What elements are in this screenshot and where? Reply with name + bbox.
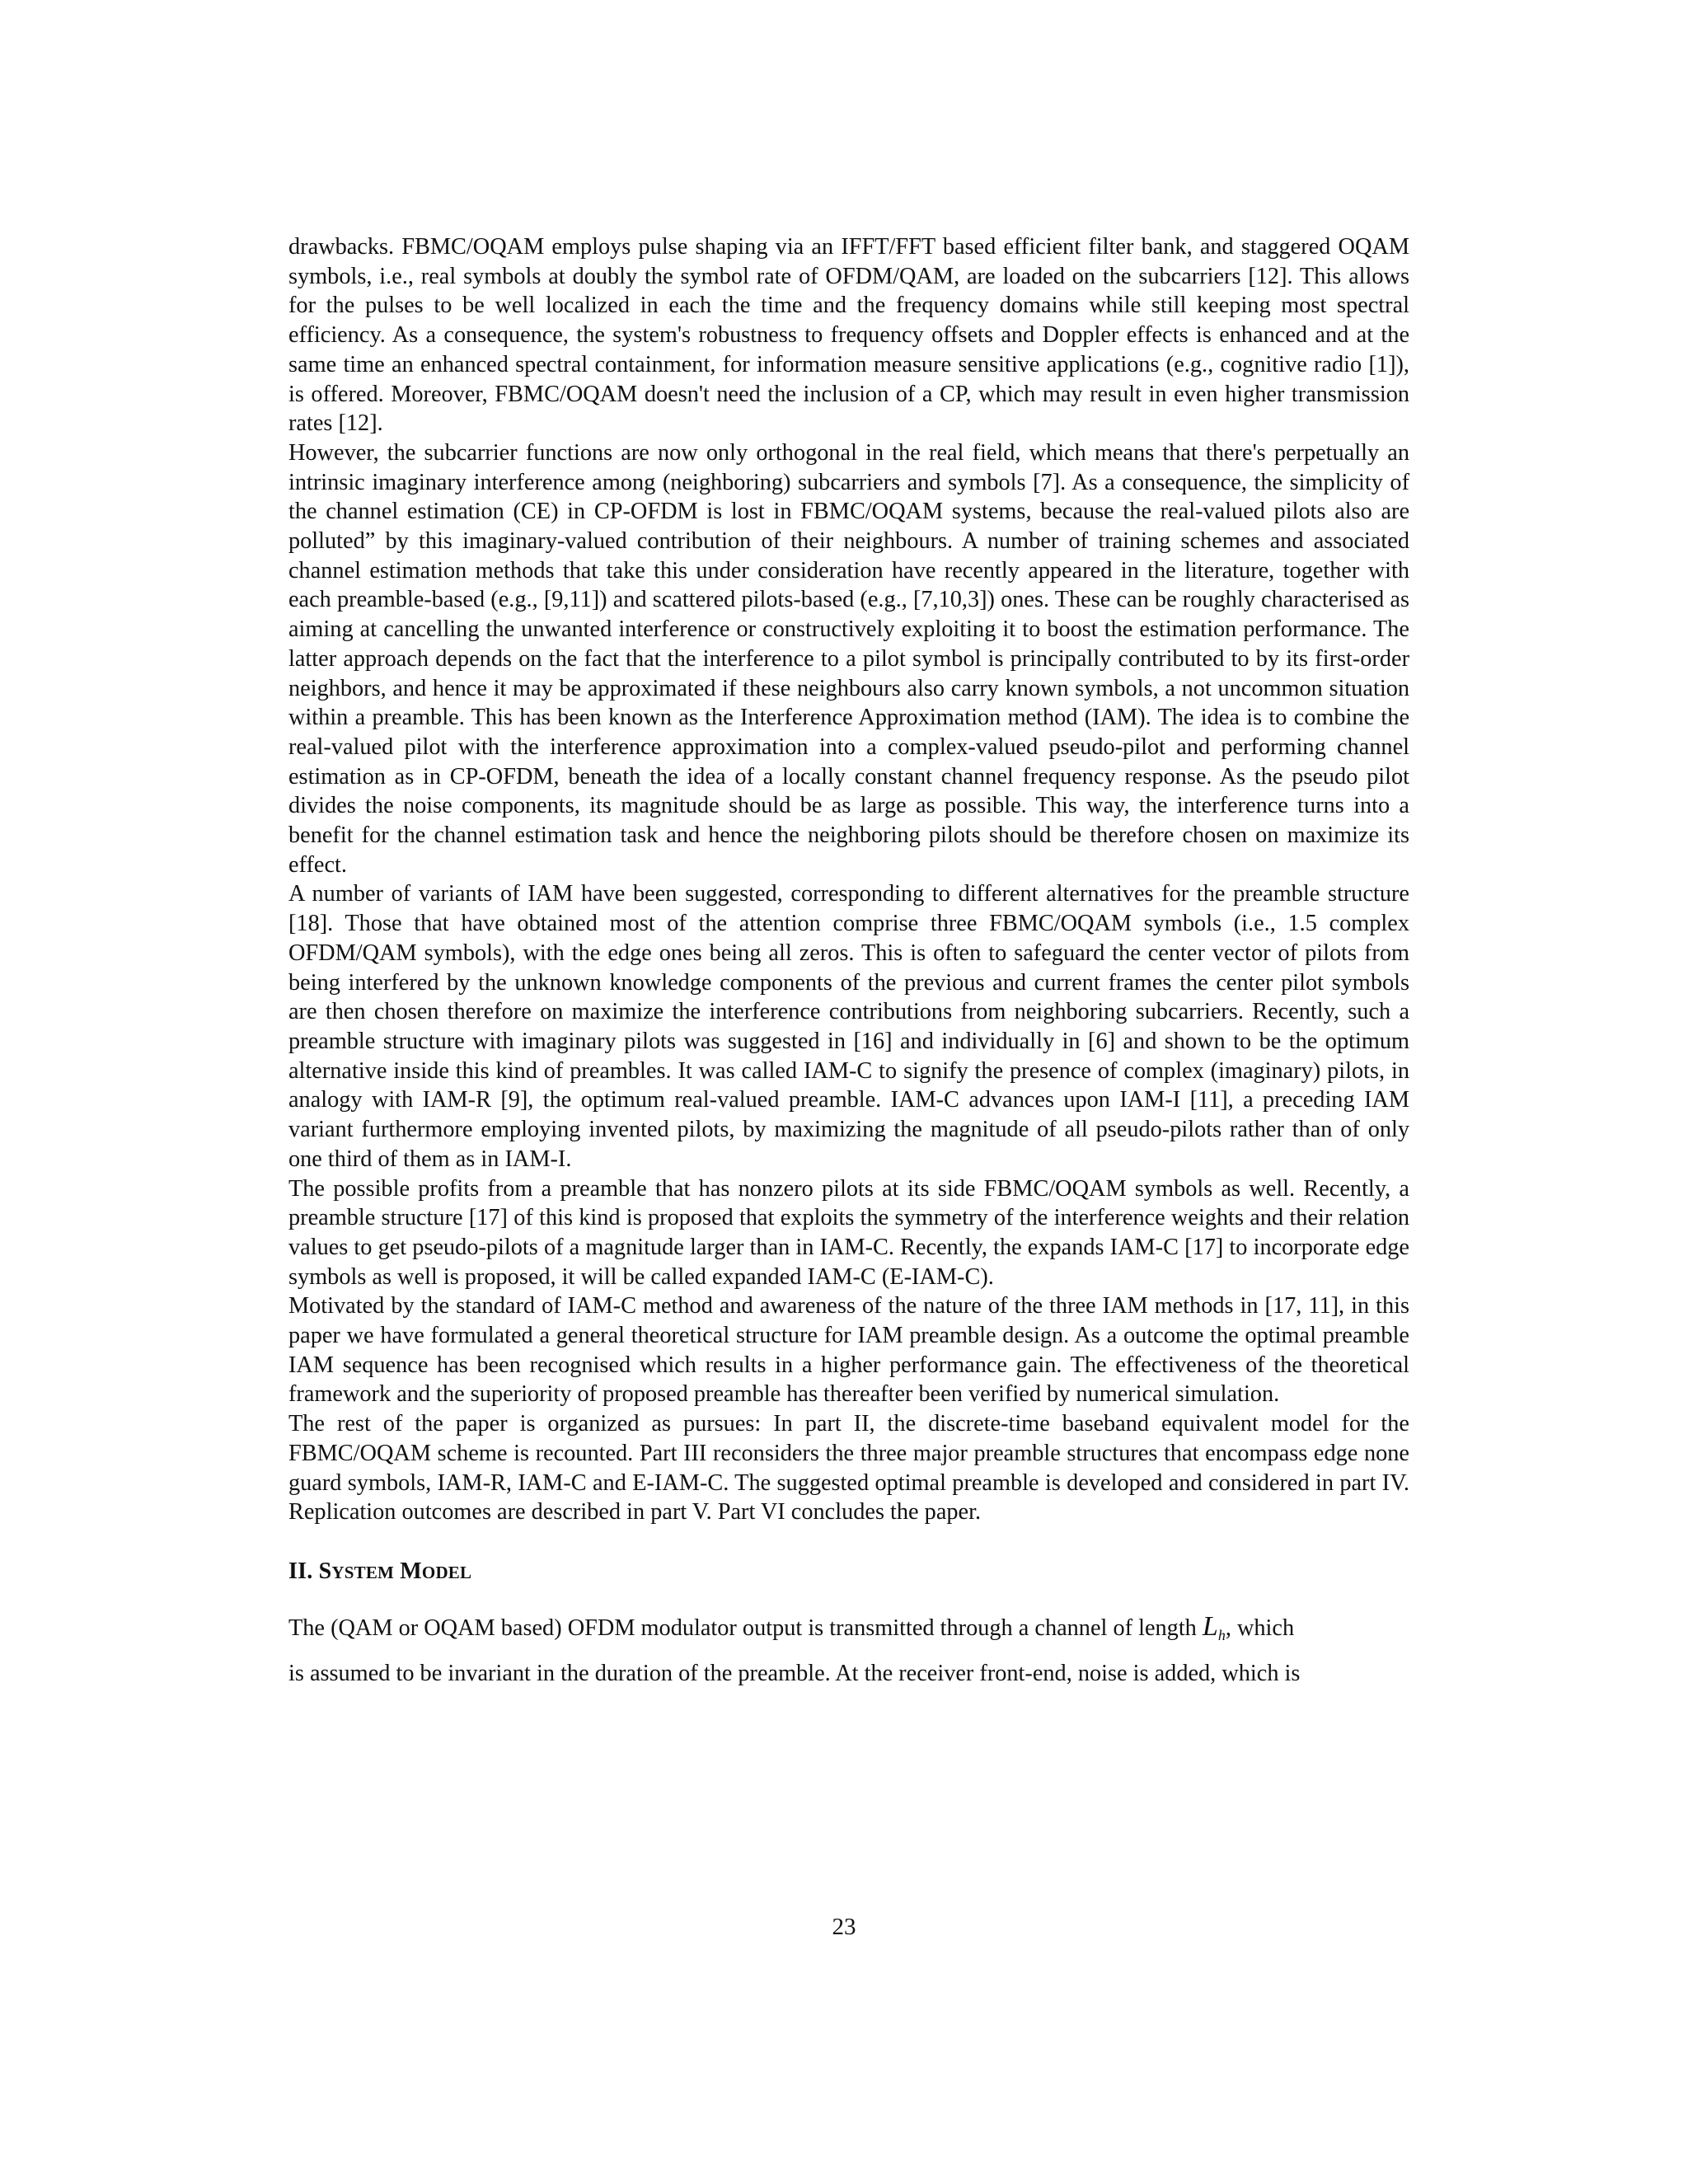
section-heading-system-model (288, 1557, 1409, 1587)
paragraph-organization: The rest of the paper is organized as pursues: In part II, the discrete-time baseband equivalent model for the FBMC/OQAM scheme is recounted. Part III reconsiders the three major preamble structures that encompass edge none guard symbols, IAM-R, IAM-C and E-IAM-C. The suggested optimal preamble is developed and considered in part IV. Replication outcomes are described in part V. Part VI concludes the paper. (288, 1411, 1409, 1526)
symbol-main: L (1202, 1610, 1218, 1642)
paragraph-system-model-line2: is assumed to be invariant in the duration of the preamble. At the receiver front-end, noise is added, which is (288, 1660, 1301, 1686)
section-smallcaps-2: ODEL (421, 1562, 472, 1582)
section-numeral: II. (288, 1558, 319, 1584)
page-number: 23 (832, 1914, 856, 1940)
paragraph-interference: However, the subcarrier functions are now only orthogonal in the real field, which means that there's perpetually an intrinsic imaginary interference among (neighboring) subcarriers and symbols [7]. As a consequence, the simplicity of the channel estimation (CE) in CP-OFDM is lost in FBMC/OQAM systems, because the real-valued pilots also are polluted” by this imaginary-valued contribution of their neighbours. A number of training schemes and associated channel estimation methods that take this under consideration have recently appeared in the literature, together with each preamble-based (e.g., [9,11]) and scattered pilots-based (e.g., [7,10,3]) ones. These can be roughly characterised as aiming at cancelling the unwanted interference or constructively exploiting it to boost the estimation performance. The latter approach depends on the fact that the interference to a pilot symbol is principally contributed to by its first-order neighbors, and hence it may be approximated if these neighbours also carry known symbols, a not uncommon situation within a preamble. This has been known as the Interference Approximation method (IAM). The idea is to combine the real-valued pilot with the interference approximation into a complex-valued pseudo-pilot and performing channel estimation as in CP-OFDM, beneath the idea of a locally constant channel frequency response. As the pseudo pilot divides the noise components, its magnitude should be as large as possible. This way, the interference turns into a benefit for the channel estimation task and hence the neighboring pilots should be therefore chosen on maximize its effect. (288, 439, 1409, 878)
symbol-subscript: h (1217, 1626, 1226, 1643)
paragraph-edge-pilots: The possible profits from a preamble that has nonzero pilots at its side FBMC/OQAM symbols as well. Recently, a preamble structure [17] of this kind is proposed that exploits the symmetry of the interference weights and their relation values to get pseudo-pilots of a magnitude larger than in IAM-C. Recently, the expands IAM-C [17] to incorporate edge symbols as well is proposed, it will be called expanded IAM-C (E-IAM-C). (288, 1175, 1409, 1290)
section-initial-1: S (318, 1558, 332, 1584)
section-initial-2: M (400, 1558, 422, 1584)
page-body (288, 232, 1409, 1688)
channel-length-symbol (1203, 1611, 1226, 1642)
section-smallcaps-1: YSTEM (331, 1562, 395, 1582)
paragraph-system-model-line1 (288, 1612, 1409, 1651)
paragraph-fbmc-intro: drawbacks. FBMC/OQAM employs pulse shaping via an IFFT/FFT based efficient filter bank, and staggered OQAM symbols, i.e., real symbols at doubly the symbol rate of OFDM/QAM, are loaded on the subcarriers [12]. This allows for the pulses to be well localized in each the time and the frequency domains while still keeping most spectral efficiency. As a consequence, the system's robustness to frequency offsets and Doppler effects is enhanced and at the same time an enhanced spectral containment, for information measure sensitive applications (e.g., cognitive radio [1]), is offered. Moreover, FBMC/OQAM doesn't need the inclusion of a CP, which may result in even higher transmission rates [12]. (288, 234, 1409, 437)
paragraph-motivation: Motivated by the standard of IAM-C method and awareness of the nature of the three IAM methods in [17, 11], in this paper we have formulated a general theoretical structure for IAM preamble design. As a outcome the optimal preamble IAM sequence has been recognised which results in a higher performance gain. The effectiveness of the theoretical framework and the superiority of proposed preamble has thereafter been verified by numerical simulation. (288, 1293, 1409, 1408)
paragraph-iam-variants: A number of variants of IAM have been suggested, corresponding to different alternatives for the preamble structure [18]. Those that have obtained most of the attention comprise three FBMC/OQAM symbols (i.e., 1.5 complex OFDM/QAM symbols), with the edge ones being all zeros. This is often to safeguard the center vector of pilots from being interfered by the unknown knowledge components of the previous and current frames the center pilot symbols are then chosen therefore on maximize the interference contributions from neighboring subcarriers. Recently, such a preamble structure with imaginary pilots was suggested in [16] and individually in [6] and shown to be the optimum alternative inside this kind of preambles. It was called IAM-C to signify the presence of complex (imaginary) pilots, in analogy with IAM-R [9], the optimum real-valued preamble. IAM-C advances upon IAM-I [11], a preceding IAM variant furthermore employing invented pilots, by maximizing the magnitude of all pseudo-pilots rather than of only one third of them as in IAM-I. (288, 881, 1409, 1172)
system-model-text-after: , which (1225, 1615, 1295, 1641)
system-model-text-before: The (QAM or OQAM based) OFDM modulator output is transmitted through a channel of length (288, 1615, 1203, 1641)
